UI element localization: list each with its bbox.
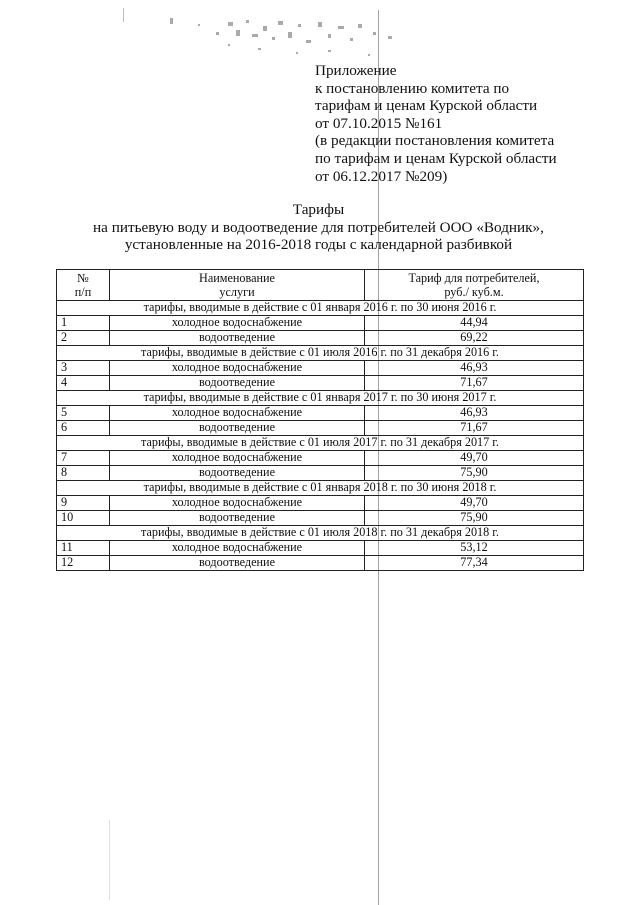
row-service: водоотведение bbox=[110, 331, 365, 346]
scan-mark bbox=[109, 820, 110, 900]
table-row bbox=[57, 376, 584, 391]
appendix-line: от 07.10.2015 №161 bbox=[315, 114, 443, 132]
period-row bbox=[57, 526, 584, 541]
row-tariff: 44,94 bbox=[365, 316, 584, 331]
period-label: тарифы, вводимые в действие с 01 июля 2018 г. по 31 декабря 2018 г. bbox=[57, 526, 584, 541]
row-tariff: 46,93 bbox=[365, 361, 584, 376]
table-row bbox=[57, 496, 584, 511]
period-row bbox=[57, 301, 584, 316]
period-label: тарифы, вводимые в действие с 01 января 2016 г. по 30 июня 2016 г. bbox=[57, 301, 584, 316]
table-row bbox=[57, 511, 584, 526]
row-tariff: 49,70 bbox=[365, 496, 584, 511]
row-number: 7 bbox=[57, 451, 110, 466]
row-service: холодное водоснабжение bbox=[110, 496, 365, 511]
appendix-line: тарифам и ценам Курской области bbox=[315, 97, 538, 115]
row-tariff: 71,67 bbox=[365, 376, 584, 391]
document-title bbox=[0, 201, 637, 254]
row-number: 3 bbox=[57, 361, 110, 376]
row-number: 8 bbox=[57, 466, 110, 481]
table-row bbox=[57, 406, 584, 421]
appendix-line: (в редакции постановления комитета bbox=[315, 132, 555, 150]
row-number: 9 bbox=[57, 496, 110, 511]
table-row bbox=[57, 451, 584, 466]
row-number: 4 bbox=[57, 376, 110, 391]
header-service: Наименование услуги bbox=[110, 270, 365, 301]
table-row bbox=[57, 421, 584, 436]
period-row bbox=[57, 436, 584, 451]
title-line: установленные на 2016-2018 годы с календарной разбивкой bbox=[124, 236, 513, 253]
header-number: № п/п bbox=[57, 270, 110, 301]
row-number: 11 bbox=[57, 541, 110, 556]
appendix-line: Приложение bbox=[315, 62, 397, 79]
scan-noise bbox=[168, 12, 418, 67]
row-tariff: 75,90 bbox=[365, 466, 584, 481]
table-row bbox=[57, 316, 584, 331]
table-row bbox=[57, 466, 584, 481]
row-number: 6 bbox=[57, 421, 110, 436]
row-number: 2 bbox=[57, 331, 110, 346]
scan-mark bbox=[123, 8, 124, 22]
appendix-line: по тарифам и ценам Курской области bbox=[315, 149, 557, 167]
period-label: тарифы, вводимые в действие с 01 января 2017 г. по 30 июня 2017 г. bbox=[57, 391, 584, 406]
title-heading: Тарифы bbox=[292, 201, 345, 218]
table-row bbox=[57, 541, 584, 556]
period-row bbox=[57, 481, 584, 496]
row-tariff: 75,90 bbox=[365, 511, 584, 526]
period-label: тарифы, вводимые в действие с 01 января 2018 г. по 30 июня 2018 г. bbox=[57, 481, 584, 496]
appendix-block bbox=[315, 62, 557, 185]
row-service: водоотведение bbox=[110, 556, 365, 571]
period-label: тарифы, вводимые в действие с 01 июля 2017 г. по 31 декабря 2017 г. bbox=[57, 436, 584, 451]
row-service: водоотведение bbox=[110, 376, 365, 391]
table-row bbox=[57, 556, 584, 571]
row-tariff: 49,70 bbox=[365, 451, 584, 466]
period-row bbox=[57, 346, 584, 361]
appendix-line: к постановлению комитета по bbox=[315, 79, 510, 97]
row-service: водоотведение bbox=[110, 511, 365, 526]
row-tariff: 69,22 bbox=[365, 331, 584, 346]
row-number: 12 bbox=[57, 556, 110, 571]
row-service: холодное водоснабжение bbox=[110, 406, 365, 421]
row-tariff: 53,12 bbox=[365, 541, 584, 556]
row-service: водоотведение bbox=[110, 421, 365, 436]
row-number: 1 bbox=[57, 316, 110, 331]
appendix-line: от 06.12.2017 №209) bbox=[315, 167, 448, 185]
row-number: 5 bbox=[57, 406, 110, 421]
table-row bbox=[57, 331, 584, 346]
table-header-row bbox=[57, 270, 584, 301]
row-tariff: 77,34 bbox=[365, 556, 584, 571]
row-service: холодное водоснабжение bbox=[110, 451, 365, 466]
row-number: 10 bbox=[57, 511, 110, 526]
row-service: холодное водоснабжение bbox=[110, 541, 365, 556]
row-tariff: 71,67 bbox=[365, 421, 584, 436]
row-service: водоотведение bbox=[110, 466, 365, 481]
period-label: тарифы, вводимые в действие с 01 июля 2016 г. по 31 декабря 2016 г. bbox=[57, 346, 584, 361]
tariffs-table bbox=[56, 269, 584, 571]
table-row bbox=[57, 361, 584, 376]
row-service: холодное водоснабжение bbox=[110, 361, 365, 376]
row-service: холодное водоснабжение bbox=[110, 316, 365, 331]
period-row bbox=[57, 391, 584, 406]
row-tariff: 46,93 bbox=[365, 406, 584, 421]
header-tariff: Тариф для потребителей, руб./ куб.м. bbox=[365, 270, 584, 301]
title-line: на питьевую воду и водоотведение для потребителей ООО «Водник», bbox=[93, 218, 544, 236]
